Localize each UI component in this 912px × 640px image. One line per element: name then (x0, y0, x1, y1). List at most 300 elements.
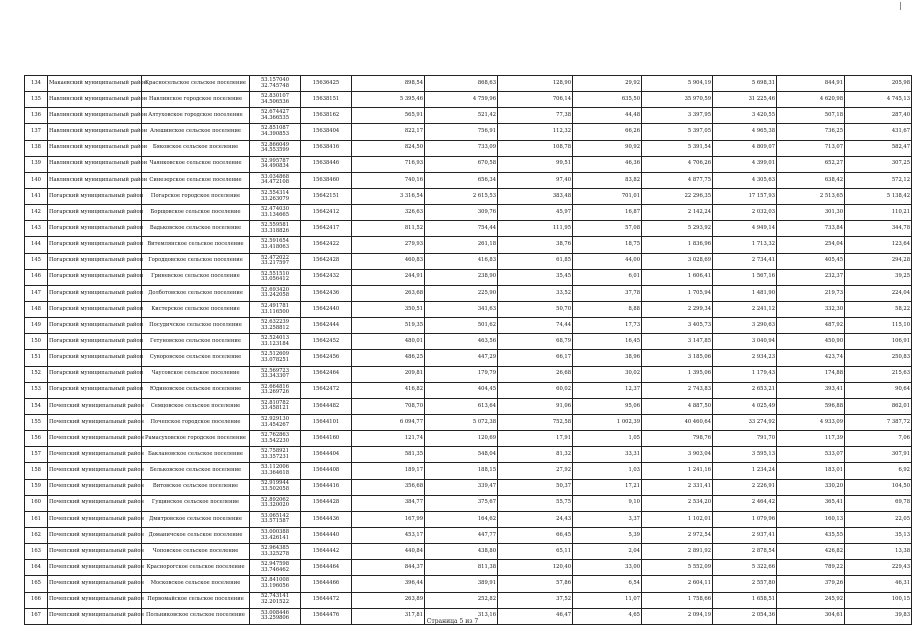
value-cell: 60,02 (498, 382, 573, 398)
settlement-cell: Польниковское сельское поселение (142, 608, 250, 624)
latitude: 52.810782 (260, 399, 290, 406)
value-cell: 1 395,06 (642, 366, 713, 382)
value-cell: 104,50 (845, 479, 912, 495)
value-cell: 501,62 (425, 318, 498, 334)
row-number: 157 (25, 447, 48, 463)
value-cell: 55,75 (498, 495, 573, 511)
value-cell: 423,74 (777, 350, 845, 366)
value-cell: 752,58 (498, 414, 573, 430)
table-row (25, 253, 912, 269)
value-cell: 3,37 (573, 511, 642, 527)
value-cell: 209,81 (352, 366, 425, 382)
district-cell: Погарский муниципальный район (48, 285, 142, 301)
district-cell: Погарский муниципальный район (48, 253, 142, 269)
coordinates-cell (250, 334, 301, 350)
value-cell: 205,98 (845, 76, 912, 92)
value-cell: 74,44 (498, 318, 573, 334)
oktmo-code-cell: 15644101 (301, 414, 352, 430)
longitude: 33.454267 (260, 421, 290, 428)
coordinates-cell (250, 479, 301, 495)
value-cell: 1,03 (573, 463, 642, 479)
page-footer: Страница 5 из 7 (426, 618, 479, 625)
settlement-cell: Семцовское сельское поселение (142, 398, 250, 414)
value-cell: 12,37 (573, 382, 642, 398)
value-cell: 519,35 (352, 318, 425, 334)
value-cell: 2 094,19 (642, 608, 713, 624)
latitude: 52.929130 (260, 415, 290, 422)
value-cell: 108,78 (498, 140, 573, 156)
coordinates-cell (250, 140, 301, 156)
value-cell: 38,76 (498, 237, 573, 253)
value-cell: 8,88 (573, 301, 642, 317)
value-cell: 1 758,66 (642, 592, 713, 608)
district-cell: Почепский муниципальный район (48, 608, 142, 624)
value-cell: 39,25 (845, 269, 912, 285)
value-cell: 582,47 (845, 140, 912, 156)
value-cell: 2 653,21 (713, 382, 777, 398)
coordinates-cell (250, 124, 301, 140)
value-cell: 2 734,41 (713, 253, 777, 269)
value-cell: 33,00 (573, 560, 642, 576)
longitude: 33.134665 (260, 211, 290, 218)
value-cell: 507,18 (777, 108, 845, 124)
oktmo-code-cell: 15642417 (301, 221, 352, 237)
value-cell: 460,83 (352, 253, 425, 269)
value-cell: 701,01 (573, 188, 642, 204)
oktmo-code-cell: 15642464 (301, 366, 352, 382)
settlement-cell: Витемлянское сельское поселение (142, 237, 250, 253)
district-cell: Почепский муниципальный район (48, 463, 142, 479)
district-cell: Навлинский муниципальный район (48, 172, 142, 188)
coordinates-cell (250, 221, 301, 237)
value-cell: 16,87 (573, 205, 642, 221)
value-cell: 2 299,34 (642, 301, 713, 317)
settlement-cell: Рамасуховское городское поселение (142, 431, 250, 447)
latitude: 52.524013 (260, 335, 290, 342)
settlements-table (24, 75, 912, 625)
value-cell: 174,88 (777, 366, 845, 382)
coordinates-cell (250, 76, 301, 92)
latitude: 52.472022 (260, 254, 290, 261)
value-cell: 350,51 (352, 301, 425, 317)
settlement-cell: Гущинское сельское поселение (142, 495, 250, 511)
value-cell: 435,55 (777, 527, 845, 543)
value-cell: 5 698,31 (713, 76, 777, 92)
value-cell: 339,47 (425, 479, 498, 495)
value-cell: 2 331,41 (642, 479, 713, 495)
longitude: 34.390853 (260, 130, 290, 137)
oktmo-code-cell: 15638416 (301, 140, 352, 156)
value-cell: 440,84 (352, 544, 425, 560)
row-number: 134 (25, 76, 48, 92)
value-cell: 5 552,09 (642, 560, 713, 576)
table-row (25, 140, 912, 156)
value-cell: 5 395,46 (352, 92, 425, 108)
latitude: 53.008446 (260, 609, 290, 616)
oktmo-code-cell: 15644404 (301, 447, 352, 463)
row-number: 149 (25, 318, 48, 334)
coordinates-cell (250, 414, 301, 430)
district-cell: Почепский муниципальный район (48, 447, 142, 463)
value-cell: 40 460,64 (642, 414, 713, 430)
district-cell: Погарский муниципальный район (48, 205, 142, 221)
table-row (25, 172, 912, 188)
value-cell: 480,01 (352, 334, 425, 350)
district-cell: Погарский муниципальный район (48, 188, 142, 204)
longitude: 33.242058 (260, 292, 290, 299)
value-cell: 26,68 (498, 366, 573, 382)
oktmo-code-cell: 15644160 (301, 431, 352, 447)
value-cell: 326,63 (352, 205, 425, 221)
settlement-cell: Синезерское сельское поселение (142, 172, 250, 188)
oktmo-code-cell: 15642151 (301, 188, 352, 204)
value-cell: 798,76 (642, 431, 713, 447)
value-cell: 111,95 (498, 221, 573, 237)
longitude: 33.078251 (260, 356, 290, 363)
value-cell: 3 185,06 (642, 350, 713, 366)
latitude: 52.559581 (260, 222, 290, 229)
value-cell: 66,45 (498, 527, 573, 543)
longitude: 33.426141 (260, 534, 290, 541)
latitude: 52.892062 (260, 496, 290, 503)
oktmo-code-cell: 15642432 (301, 269, 352, 285)
row-number: 137 (25, 124, 48, 140)
table-row (25, 188, 912, 204)
value-cell: 95,06 (573, 398, 642, 414)
settlement-cell: Юдиновское сельское поселение (142, 382, 250, 398)
longitude: 33.502058 (260, 486, 290, 493)
value-cell: 3 405,73 (642, 318, 713, 334)
oktmo-code-cell: 15644476 (301, 608, 352, 624)
district-cell: Почепский муниципальный район (48, 592, 142, 608)
row-number: 151 (25, 350, 48, 366)
longitude: 33.318826 (260, 227, 290, 234)
coordinates-cell (250, 285, 301, 301)
table-row (25, 560, 912, 576)
value-cell: 3 595,13 (713, 447, 777, 463)
longitude: 33.746462 (260, 566, 290, 573)
row-number: 138 (25, 140, 48, 156)
latitude: 52.758921 (260, 448, 290, 455)
value-cell: 77,38 (498, 108, 573, 124)
oktmo-code-cell: 15642422 (301, 237, 352, 253)
row-number: 167 (25, 608, 48, 624)
value-cell: 733,84 (777, 221, 845, 237)
value-cell: 66,26 (573, 124, 642, 140)
coordinates-cell (250, 301, 301, 317)
value-cell: 3 420,55 (713, 108, 777, 124)
value-cell: 2 241,12 (713, 301, 777, 317)
longitude: 34.506536 (260, 98, 290, 105)
value-cell: 652,27 (777, 156, 845, 172)
value-cell: 5 391,54 (642, 140, 713, 156)
row-number: 147 (25, 285, 48, 301)
settlement-cell: Бельковское сельское поселение (142, 463, 250, 479)
row-number: 164 (25, 560, 48, 576)
value-cell: 317,81 (352, 608, 425, 624)
longitude: 33.116500 (260, 308, 290, 315)
settlement-cell: Вадьковское сельское поселение (142, 221, 250, 237)
value-cell: 4 305,63 (713, 172, 777, 188)
table-row (25, 76, 912, 92)
value-cell: 4 706,26 (642, 156, 713, 172)
value-cell: 263,89 (352, 592, 425, 608)
row-number: 166 (25, 592, 48, 608)
value-cell: 90,64 (845, 382, 912, 398)
longitude: 34.553599 (260, 147, 290, 154)
value-cell: 1 836,96 (642, 237, 713, 253)
value-cell: 294,28 (845, 253, 912, 269)
oktmo-code-cell: 15642440 (301, 301, 352, 317)
value-cell: 263,68 (352, 285, 425, 301)
value-cell: 17,91 (498, 431, 573, 447)
longitude: 33.542230 (260, 437, 290, 444)
table-row (25, 269, 912, 285)
value-cell: 389,91 (425, 576, 498, 592)
coordinates-cell (250, 92, 301, 108)
district-cell: Почепский муниципальный район (48, 544, 142, 560)
value-cell: 2,04 (573, 544, 642, 560)
value-cell: 581,35 (352, 447, 425, 463)
value-cell: 572,12 (845, 172, 912, 188)
value-cell: 17 157,93 (713, 188, 777, 204)
value-cell: 5,39 (573, 527, 642, 543)
value-cell: 167,99 (352, 511, 425, 527)
row-number: 154 (25, 398, 48, 414)
value-cell: 1 713,32 (713, 237, 777, 253)
oktmo-code-cell: 15638151 (301, 92, 352, 108)
value-cell: 4 745,13 (845, 92, 912, 108)
coordinates-cell (250, 253, 301, 269)
value-cell: 670,58 (425, 156, 498, 172)
value-cell: 740,16 (352, 172, 425, 188)
row-number: 143 (25, 221, 48, 237)
longitude: 33.263079 (260, 195, 290, 202)
settlement-cell: Краснорогское сельское поселение (142, 560, 250, 576)
longitude: 33.196056 (260, 582, 290, 589)
longitude: 34.472108 (260, 179, 290, 186)
row-number: 136 (25, 108, 48, 124)
district-cell: Погарский муниципальный район (48, 301, 142, 317)
value-cell: 1,05 (573, 431, 642, 447)
row-number: 155 (25, 414, 48, 430)
longitude: 34.490834 (260, 163, 290, 170)
oktmo-code-cell: 15644466 (301, 576, 352, 592)
latitude: 52.664816 (260, 383, 290, 390)
value-cell: 11,07 (573, 592, 642, 608)
settlement-cell: Алтуховское городское поселение (142, 108, 250, 124)
value-cell: 822,17 (352, 124, 425, 140)
value-cell: 1 179,43 (713, 366, 777, 382)
value-cell: 188,15 (425, 463, 498, 479)
value-cell: 379,26 (777, 576, 845, 592)
table-row (25, 479, 912, 495)
table-row (25, 398, 912, 414)
value-cell: 431,67 (845, 124, 912, 140)
value-cell: 46,31 (845, 576, 912, 592)
value-cell: 35,45 (498, 269, 573, 285)
value-cell: 1 481,90 (713, 285, 777, 301)
value-cell: 18,75 (573, 237, 642, 253)
value-cell: 24,43 (498, 511, 573, 527)
value-cell: 733,09 (425, 140, 498, 156)
coordinates-cell (250, 398, 301, 414)
table-row (25, 221, 912, 237)
oktmo-code-cell: 15642456 (301, 350, 352, 366)
value-cell: 58,22 (845, 301, 912, 317)
value-cell: 189,17 (352, 463, 425, 479)
value-cell: 3 290,63 (713, 318, 777, 334)
district-cell: Погарский муниципальный район (48, 237, 142, 253)
latitude: 52.762863 (260, 432, 290, 439)
settlement-cell: Борщовское сельское поселение (142, 205, 250, 221)
table-row (25, 366, 912, 382)
coordinates-cell (250, 318, 301, 334)
value-cell: 304,61 (777, 608, 845, 624)
value-cell: 160,13 (777, 511, 845, 527)
value-cell: 393,41 (777, 382, 845, 398)
value-cell: 30,02 (573, 366, 642, 382)
value-cell: 791,70 (713, 431, 777, 447)
value-cell: 99,51 (498, 156, 573, 172)
value-cell: 120,40 (498, 560, 573, 576)
value-cell: 1 234,24 (713, 463, 777, 479)
row-number: 135 (25, 92, 48, 108)
value-cell: 57,86 (498, 576, 573, 592)
value-cell: 252,82 (425, 592, 498, 608)
row-number: 144 (25, 237, 48, 253)
district-cell: Почепский муниципальный район (48, 431, 142, 447)
value-cell: 6,01 (573, 269, 642, 285)
value-cell: 4 965,38 (713, 124, 777, 140)
row-number: 160 (25, 495, 48, 511)
district-cell: Макаевский муниципальный район (48, 76, 142, 92)
value-cell: 254,04 (777, 237, 845, 253)
value-cell: 4 759,96 (425, 92, 498, 108)
latitude: 53.065142 (260, 512, 290, 519)
longitude: 33.269726 (260, 389, 290, 396)
oktmo-code-cell: 15642436 (301, 285, 352, 301)
table-row (25, 350, 912, 366)
value-cell: 7 387,72 (845, 414, 912, 430)
table-row (25, 334, 912, 350)
value-cell: 2 934,23 (713, 350, 777, 366)
value-cell: 638,42 (777, 172, 845, 188)
longitude: 32.201522 (260, 599, 290, 606)
coordinates-cell (250, 350, 301, 366)
value-cell: 5 138,42 (845, 188, 912, 204)
value-cell: 1 705,94 (642, 285, 713, 301)
longitude: 33.357231 (260, 453, 290, 460)
value-cell: 713,07 (777, 140, 845, 156)
value-cell: 123,64 (845, 237, 912, 253)
value-cell: 1 102,01 (642, 511, 713, 527)
settlement-cell: Доманичское сельское поселение (142, 527, 250, 543)
table-row (25, 576, 912, 592)
value-cell: 3 903,04 (642, 447, 713, 463)
value-cell: 1 241,16 (642, 463, 713, 479)
value-cell: 1 567,16 (713, 269, 777, 285)
value-cell: 3 040,94 (713, 334, 777, 350)
district-cell: Почепский муниципальный район (48, 398, 142, 414)
latitude: 52.866049 (260, 141, 290, 148)
value-cell: 66,17 (498, 350, 573, 366)
value-cell: 4 877,75 (642, 172, 713, 188)
oktmo-code-cell: 15638446 (301, 156, 352, 172)
value-cell: 121,74 (352, 431, 425, 447)
value-cell: 91,06 (498, 398, 573, 414)
latitude: 52.551510 (260, 270, 290, 277)
value-cell: 245,92 (777, 592, 845, 608)
table-row (25, 463, 912, 479)
table-row (25, 108, 912, 124)
value-cell: 69,78 (845, 495, 912, 511)
value-cell: 9,10 (573, 495, 642, 511)
table-row (25, 285, 912, 301)
value-cell: 2 557,80 (713, 576, 777, 592)
value-cell: 383,48 (498, 188, 573, 204)
value-cell: 81,32 (498, 447, 573, 463)
value-cell: 45,97 (498, 205, 573, 221)
table-row (25, 237, 912, 253)
value-cell: 33 274,92 (713, 414, 777, 430)
value-cell: 2 142,24 (642, 205, 713, 221)
oktmo-code-cell: 15644428 (301, 495, 352, 511)
latitude: 52.491781 (260, 302, 290, 309)
row-number: 139 (25, 156, 48, 172)
value-cell: 261,18 (425, 237, 498, 253)
value-cell: 5 072,38 (425, 414, 498, 430)
settlement-cell: Долботовское сельское поселение (142, 285, 250, 301)
value-cell: 521,42 (425, 108, 498, 124)
latitude: 52.512609 (260, 351, 290, 358)
settlement-cell: Городцовское сельское поселение (142, 253, 250, 269)
table-row (25, 414, 912, 430)
district-cell: Погарский муниципальный район (48, 350, 142, 366)
value-cell: 862,01 (845, 398, 912, 414)
value-cell: 4 949,14 (713, 221, 777, 237)
value-cell: 565,91 (352, 108, 425, 124)
value-cell: 3 147,85 (642, 334, 713, 350)
value-cell: 229,43 (845, 560, 912, 576)
value-cell: 1 658,51 (713, 592, 777, 608)
settlement-cell: Гетуновское сельское поселение (142, 334, 250, 350)
row-number: 165 (25, 576, 48, 592)
coordinates-cell (250, 366, 301, 382)
value-cell: 844,37 (352, 560, 425, 576)
latitude: 53.112006 (260, 464, 290, 471)
latitude: 53.000388 (260, 528, 290, 535)
latitude: 52.964385 (260, 545, 290, 552)
latitude: 52.569723 (260, 367, 290, 374)
oktmo-code-cell: 15642472 (301, 382, 352, 398)
value-cell: 38,96 (573, 350, 642, 366)
oktmo-code-cell: 15638404 (301, 124, 352, 140)
row-number: 140 (25, 172, 48, 188)
value-cell: 596,88 (777, 398, 845, 414)
value-cell: 6 094,77 (352, 414, 425, 430)
value-cell: 50,37 (498, 479, 573, 495)
oktmo-code-cell: 15642452 (301, 334, 352, 350)
oktmo-code-cell: 15644442 (301, 544, 352, 560)
value-cell: 2 878,54 (713, 544, 777, 560)
latitude: 52.474030 (260, 206, 290, 213)
value-cell: 37,78 (573, 285, 642, 301)
value-cell: 6,92 (845, 463, 912, 479)
value-cell: 2 534,20 (642, 495, 713, 511)
value-cell: 844,91 (777, 76, 845, 92)
value-cell: 754,44 (425, 221, 498, 237)
